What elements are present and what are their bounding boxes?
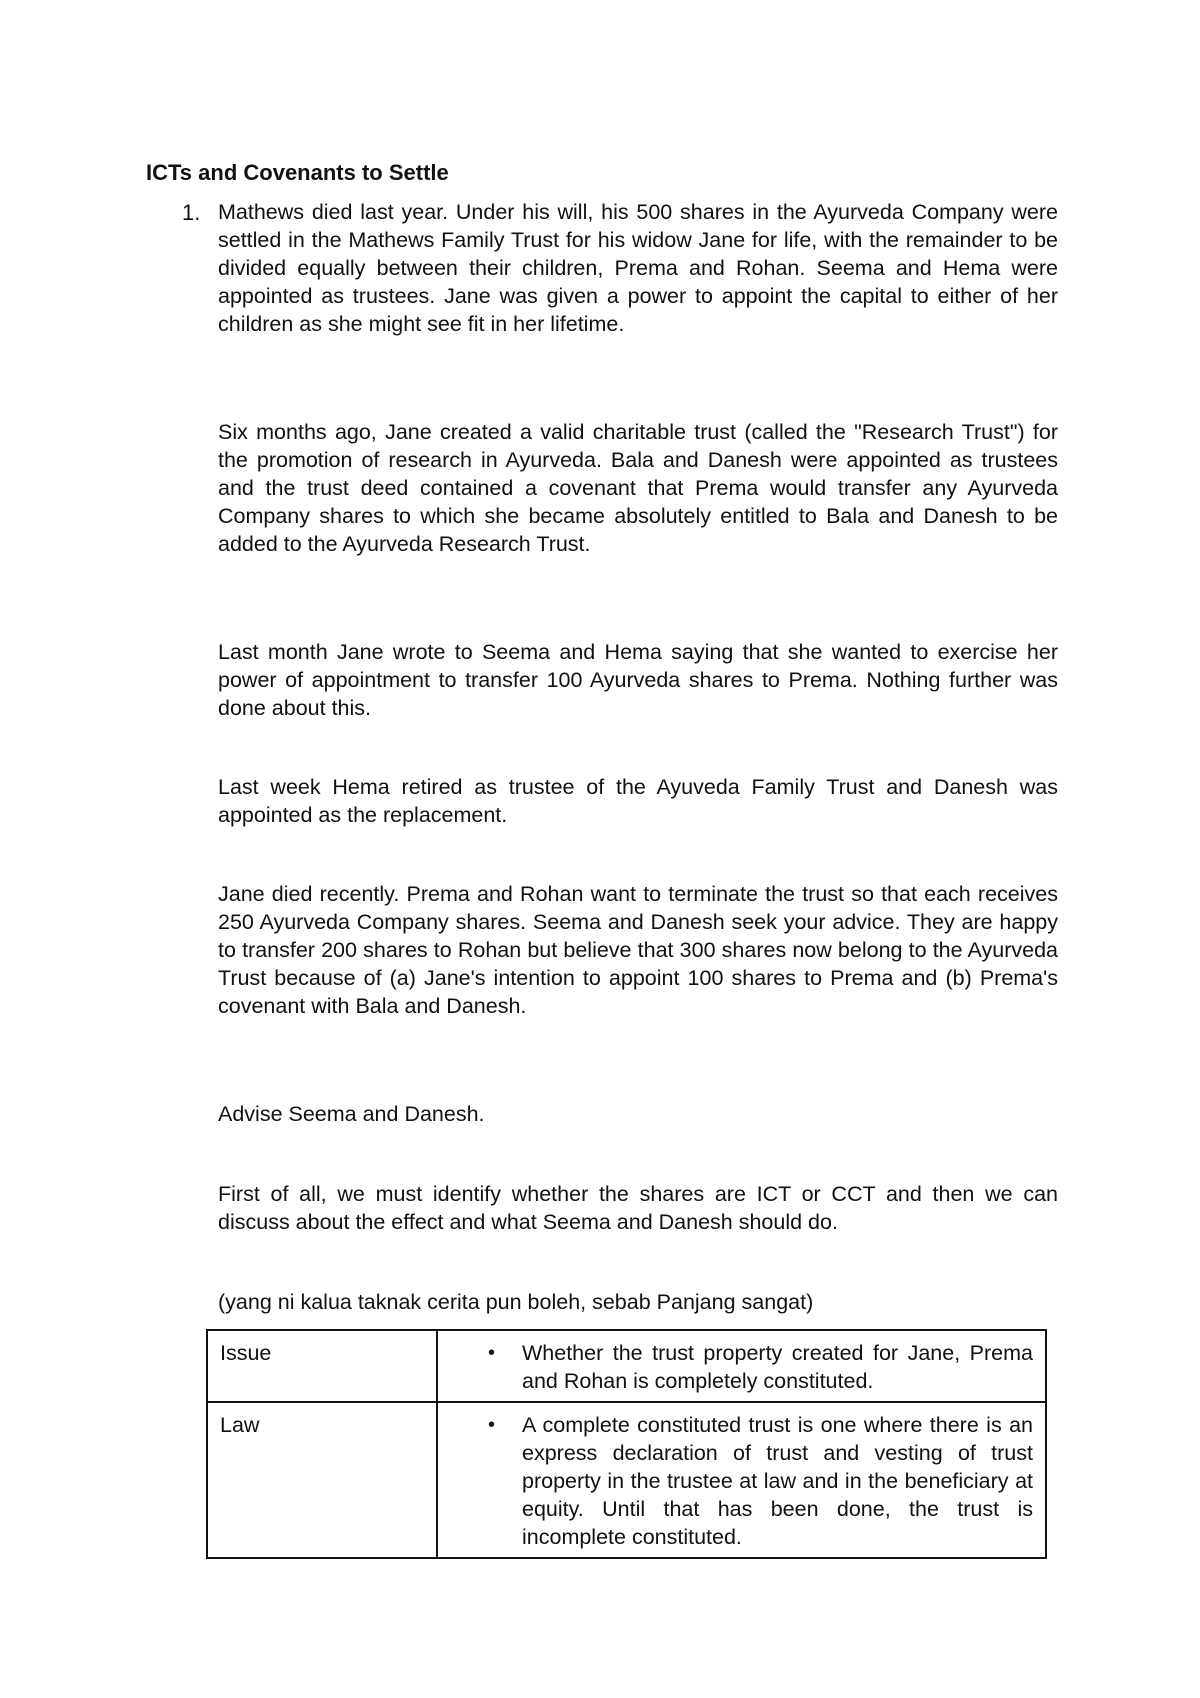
paragraph-jane-died: Jane died recently. Prema and Rohan want to terminate the trust so that each receives 250 Ayurveda Company shares. Seema and Danesh seek your advice. They are happy to transfer 200 shares to Rohan but believe that 300 shares now belong to the Ayurveda Trust because of (a) Jane's intention to appoint 100 shares to Prema and (b) Prema's covenant with Bala and Danesh. bbox=[218, 882, 1058, 1018]
table-row-label-law: Law bbox=[207, 1402, 437, 1558]
paragraph-will-settlement: Mathews died last year. Under his will, his 500 shares in the Ayurveda Company were settled in the Mathews Family Trust for his widow Jane for life, with the remainder to be divided equally between their children, Prema and Rohan. Seema and Hema were appointed as trustees. Jane was given a power to appoint the capital to either of her children as she might see fit in her lifetime. bbox=[218, 200, 1058, 336]
paragraph-advise: Advise Seema and Danesh. bbox=[218, 1102, 485, 1126]
table-row-content-issue bbox=[437, 1330, 1046, 1402]
document-heading: ICTs and Covenants to Settle bbox=[146, 160, 449, 185]
paragraph-first-of-all: First of all, we must identify whether the shares are ICT or CCT and then we can discuss about the effect and what Seema and Danesh should do. bbox=[218, 1182, 1058, 1234]
paragraph-note: (yang ni kalua taknak cerita pun boleh, sebab Panjang sangat) bbox=[218, 1290, 814, 1314]
issue-text: Whether the trust property created for Jane, Prema and Rohan is completely constituted. bbox=[522, 1341, 1033, 1393]
bullet-icon: • bbox=[488, 1414, 496, 1436]
table-row bbox=[207, 1330, 1046, 1402]
paragraph-power-of-appointment: Last month Jane wrote to Seema and Hema saying that she wanted to exercise her power of appointment to transfer 100 Ayurveda shares to Prema. Nothing further was done about this. bbox=[218, 640, 1058, 720]
paragraph-trustee-replacement: Last week Hema retired as trustee of the Ayuveda Family Trust and Danesh was appointed as the replacement. bbox=[218, 775, 1058, 827]
paragraph-research-trust: Six months ago, Jane created a valid charitable trust (called the "Research Trust") for the promotion of research in Ayurveda. Bala and Danesh were appointed as trustees and the trust deed contained a covenant that Prema would transfer any Ayurveda Company shares to which she became absolutely entitled to Bala and Danesh to be added to the Ayurveda Research Trust. bbox=[218, 420, 1058, 556]
table-row-content-law bbox=[437, 1402, 1046, 1558]
question-number: 1. bbox=[182, 200, 201, 225]
law-text: A complete constituted trust is one where there is an express declaration of trust and vesting of trust property in the trustee at law and in the beneficiary at equity. Until that has been done, the trust is incomplete constituted. bbox=[522, 1413, 1033, 1549]
irac-table bbox=[206, 1329, 1047, 1559]
bullet-icon: • bbox=[488, 1342, 496, 1364]
table-row-label-issue: Issue bbox=[207, 1330, 437, 1402]
table-row bbox=[207, 1402, 1046, 1558]
